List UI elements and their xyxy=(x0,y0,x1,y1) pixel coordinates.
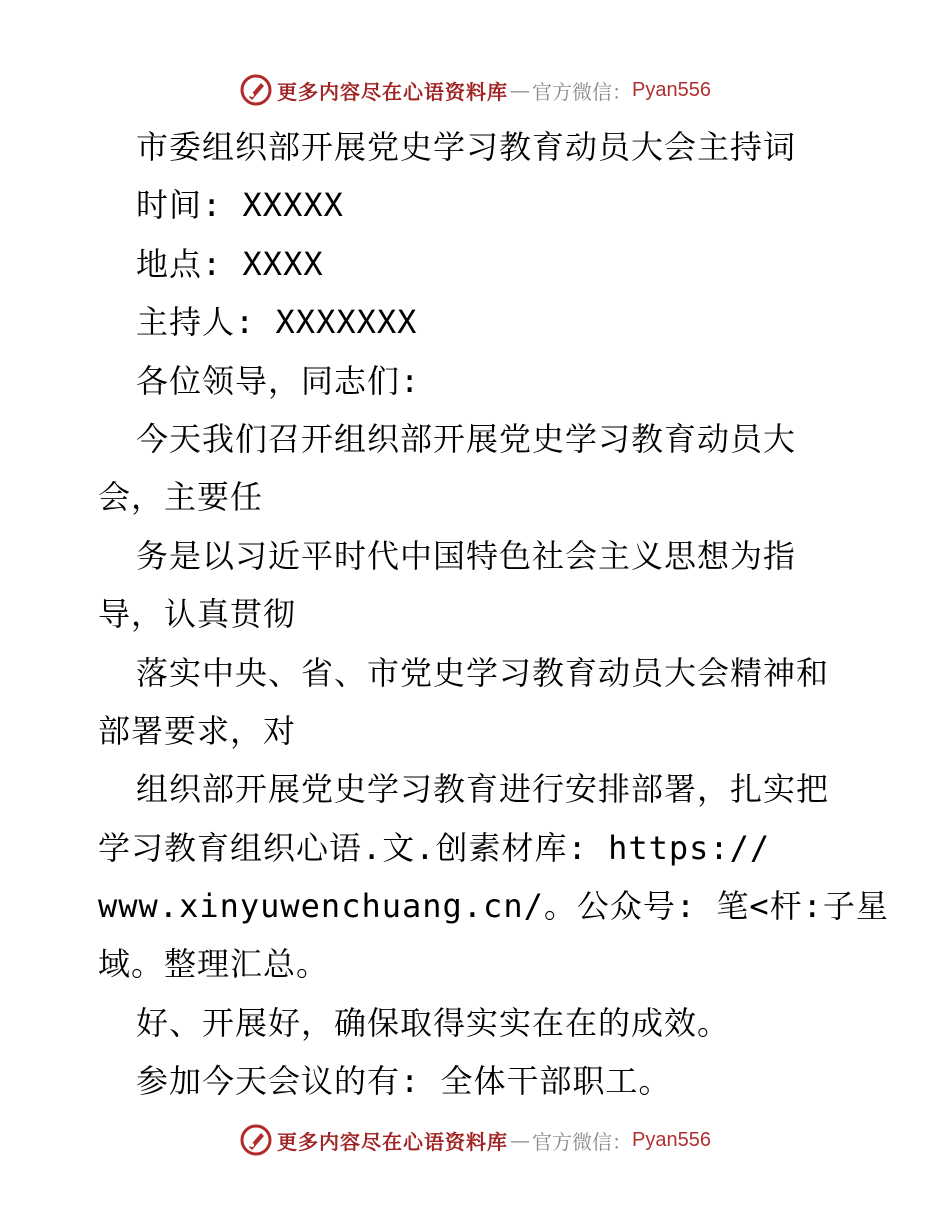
text-line: 组织部开展党史学习教育进行安排部署，扎实把 xyxy=(136,770,830,809)
text-line: www.xinyuwenchuang.cn/。公众号: 笔<杆:子星 xyxy=(98,887,889,926)
banner-separator: — xyxy=(510,78,531,102)
text-line: 时间: XXXXX xyxy=(136,186,344,225)
pen-logo-icon xyxy=(239,73,273,107)
text-line: 地点: XXXX xyxy=(136,244,324,283)
text-line: 域。整理汇总。 xyxy=(98,945,330,984)
banner-wechat-id: Pyan556 xyxy=(632,78,711,101)
text-line: 好、开展好，确保取得实实在在的成效。 xyxy=(136,1003,731,1042)
text-line: 务是以习近平时代中国特色社会主义思想为指 xyxy=(136,536,797,575)
banner-wechat-label: 官方微信： xyxy=(532,1129,633,1154)
banner-wechat-id: Pyan556 xyxy=(632,1128,711,1151)
text-line: 各位领导，同志们: xyxy=(136,361,421,400)
header-banner xyxy=(0,70,950,110)
text-line: 市委组织部开展党史学习教育动员大会主持词 xyxy=(136,128,797,166)
text-line: 今天我们召开组织部开展党史学习教育动员大 xyxy=(136,419,797,458)
document-body xyxy=(98,118,889,1111)
text-line: 学习教育组织心语.文.创素材库: https:// xyxy=(98,828,771,867)
banner-separator: — xyxy=(510,1128,531,1152)
text-line: 会，主要任 xyxy=(98,478,264,517)
text-line: 参加今天会议的有: 全体干部职工。 xyxy=(136,1062,672,1101)
pen-logo-icon xyxy=(239,1123,273,1157)
banner-wechat-label: 官方微信： xyxy=(532,79,633,104)
text-line: 部署要求，对 xyxy=(98,711,297,750)
text-line: 落实中央、省、市党史学习教育动员大会精神和 xyxy=(136,653,830,692)
banner-title: 更多内容尽在心语资料库 xyxy=(277,1129,509,1154)
text-line: 主持人: XXXXXXX xyxy=(136,303,418,342)
text-line: 导，认真贯彻 xyxy=(98,595,297,634)
footer-banner xyxy=(0,1120,950,1160)
banner-title: 更多内容尽在心语资料库 xyxy=(277,79,509,104)
